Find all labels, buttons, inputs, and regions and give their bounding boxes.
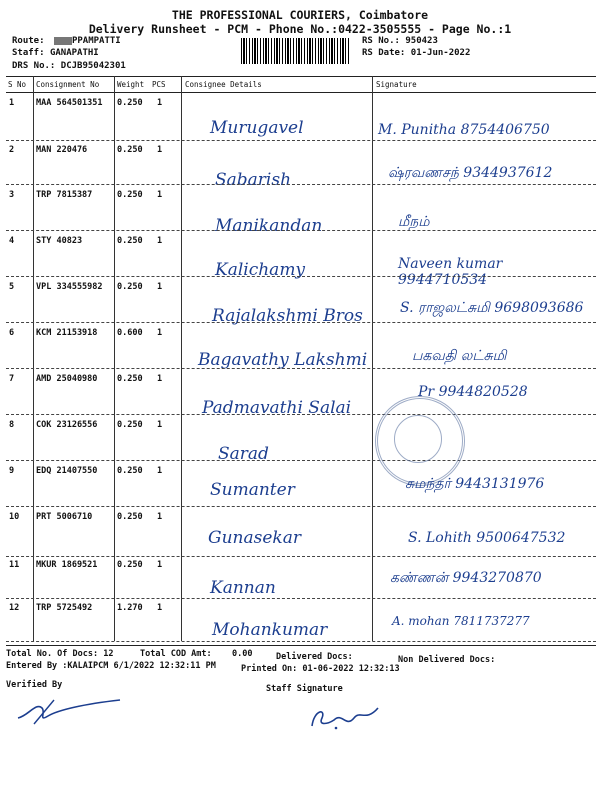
row-signature: S. ராஜலட்சுமி 9698093686 [400, 300, 584, 316]
staff-label: Staff: [12, 48, 45, 58]
rs-no-value: 950423 [405, 36, 438, 46]
row-sno: 9 [9, 466, 15, 476]
route-label: Route: [12, 36, 45, 46]
row-weight: 1.270 [117, 603, 143, 613]
row-consignment: STY 40823 [36, 236, 83, 246]
row-pcs: 1 [157, 512, 163, 522]
row-consignment: PRT 5006710 [36, 512, 93, 522]
col-header-sno: S No [8, 80, 27, 89]
rs-date-line [362, 48, 470, 58]
row-divider [6, 641, 596, 642]
staff-signature-label: Staff Signature [266, 684, 343, 694]
row-consignee: Rajalakshmi Bros [212, 306, 363, 326]
row-weight: 0.250 [117, 374, 143, 384]
col-header-signature: Signature [376, 80, 417, 89]
row-signature: M. Punitha 8754406750 [378, 122, 550, 138]
row-sno: 8 [9, 420, 15, 430]
row-pcs: 1 [157, 374, 163, 384]
drs-label: DRS No.: [12, 61, 56, 71]
row-consignment: TRP 5725492 [36, 603, 93, 613]
row-sno: 2 [9, 145, 15, 155]
row-consignee: Kalichamy [215, 260, 306, 280]
row-consignment: MAA 564501351 [36, 98, 103, 108]
printed-on: Printed On: 01-06-2022 12:32:13 [241, 664, 400, 674]
row-signature: A. mohan 7811737277 [392, 614, 530, 628]
rs-date-label: RS Date: [362, 48, 406, 58]
rs-date-value: 01-Jun-2022 [410, 48, 471, 58]
row-pcs: 1 [157, 466, 163, 476]
row-divider [6, 184, 596, 185]
row-weight: 0.250 [117, 145, 143, 155]
footer-rule [6, 645, 596, 646]
barcode [241, 38, 351, 64]
col-header-consignee: Consignee Details [185, 80, 262, 89]
row-weight: 0.250 [117, 282, 143, 292]
route-redaction [54, 37, 72, 45]
row-signature: Pr 9944820528 [418, 384, 528, 400]
row-consignment: AMD 25040980 [36, 374, 98, 384]
row-pcs: 1 [157, 145, 163, 155]
staff-signature [306, 700, 386, 734]
row-divider [6, 368, 596, 369]
row-weight: 0.600 [117, 328, 143, 338]
row-weight: 0.250 [117, 190, 143, 200]
row-sno: 5 [9, 282, 15, 292]
row-divider [6, 276, 596, 277]
row-weight: 0.250 [117, 512, 143, 522]
row-weight: 0.250 [117, 560, 143, 570]
row-consignee: Kannan [210, 578, 276, 598]
table-top-rule [6, 76, 596, 77]
row-divider [6, 460, 596, 461]
row-consignment: VPL 334555982 [36, 282, 103, 292]
non-delivered-docs-label: Non Delivered Docs: [398, 655, 496, 665]
row-sno: 11 [9, 560, 20, 570]
row-signature: சுமந்தர் 9443131976 [405, 476, 545, 492]
row-pcs: 1 [157, 282, 163, 292]
company-title: THE PROFESSIONAL COURIERS, Coimbatore [171, 8, 429, 22]
row-consignee: Sumanter [210, 480, 295, 500]
row-signature: ஷ்ரவணசந் 9344937612 [388, 165, 553, 181]
row-weight: 0.250 [117, 420, 143, 430]
verified-by-label: Verified By [6, 680, 63, 690]
route-line [12, 36, 121, 46]
delivery-stamp [375, 396, 465, 486]
row-weight: 0.250 [117, 466, 143, 476]
stamp-inner-ring [394, 415, 442, 463]
row-weight: 0.250 [117, 236, 143, 246]
row-signature: மீநம் [398, 214, 430, 230]
row-pcs: 1 [157, 603, 163, 613]
row-sno: 10 [9, 512, 20, 522]
entered-by: Entered By :KALAIPCM 6/1/2022 12:32:11 PM [6, 661, 216, 671]
staff-line [12, 48, 99, 58]
row-consignee: Bagavathy Lakshmi [198, 350, 368, 370]
verified-by-signature [14, 694, 124, 726]
delivered-docs-label: Delivered Docs: [276, 652, 353, 662]
row-consignment: EDQ 21407550 [36, 466, 98, 476]
route-value: PPAMPATTI [71, 36, 121, 46]
row-pcs: 1 [157, 420, 163, 430]
row-pcs: 1 [157, 560, 163, 570]
drs-line [12, 61, 126, 71]
row-consignment: MAN 220476 [36, 145, 88, 155]
row-signature: S. Lohith 9500647532 [408, 530, 566, 546]
total-docs: Total No. Of Docs: 12 [6, 649, 114, 659]
row-consignment: COK 23126556 [36, 420, 98, 430]
rs-no-label: RS No.: [362, 36, 400, 46]
row-weight: 0.250 [117, 98, 143, 108]
row-sno: 4 [9, 236, 15, 246]
row-consignee: Mohankumar [212, 620, 328, 640]
staff-value: GANAPATHI [49, 48, 99, 58]
row-divider [6, 598, 596, 599]
row-divider [6, 140, 596, 141]
row-signature: கண்ணன் 9943270870 [390, 570, 542, 586]
row-sno: 12 [9, 603, 20, 613]
row-pcs: 1 [157, 98, 163, 108]
drs-value: DCJB95042301 [60, 61, 126, 71]
col-header-consignment: Consignment No [36, 80, 100, 89]
row-sno: 3 [9, 190, 15, 200]
row-consignee: Padmavathi Salai [202, 398, 352, 418]
row-divider [6, 414, 596, 415]
row-signature: Naveen kumar 9944710534 [398, 256, 503, 288]
col-header-pcs: PCS [152, 80, 166, 89]
row-consignment: TRP 7815387 [36, 190, 93, 200]
row-sno: 1 [9, 98, 15, 108]
row-sno: 7 [9, 374, 15, 384]
row-divider [6, 506, 596, 507]
row-divider [6, 230, 596, 231]
row-signature: பகவதி லட்சுமி [412, 348, 507, 364]
row-consignment: KCM 21153918 [36, 328, 98, 338]
rs-no-line [362, 36, 438, 46]
row-consignee: Gunasekar [208, 528, 301, 548]
runsheet-subtitle: Delivery Runsheet - PCM - Phone No.:0422-3505555 - Page No.:1 [88, 22, 512, 36]
row-pcs: 1 [157, 328, 163, 338]
header-bottom-rule [6, 92, 596, 93]
row-consignee: Sabarish [215, 170, 292, 190]
row-sno: 6 [9, 328, 15, 338]
row-consignee: Sarad [218, 444, 269, 464]
total-cod-label: Total COD Amt: [140, 649, 212, 659]
row-divider [6, 322, 596, 323]
row-consignment: MKUR 1869521 [36, 560, 98, 570]
row-consignee: Manikandan [215, 216, 323, 236]
col-header-weight: Weight [117, 80, 145, 89]
row-consignee: Murugavel [210, 118, 304, 138]
row-divider [6, 556, 596, 557]
row-pcs: 1 [157, 190, 163, 200]
row-pcs: 1 [157, 236, 163, 246]
total-cod-value: 0.00 [232, 649, 253, 659]
